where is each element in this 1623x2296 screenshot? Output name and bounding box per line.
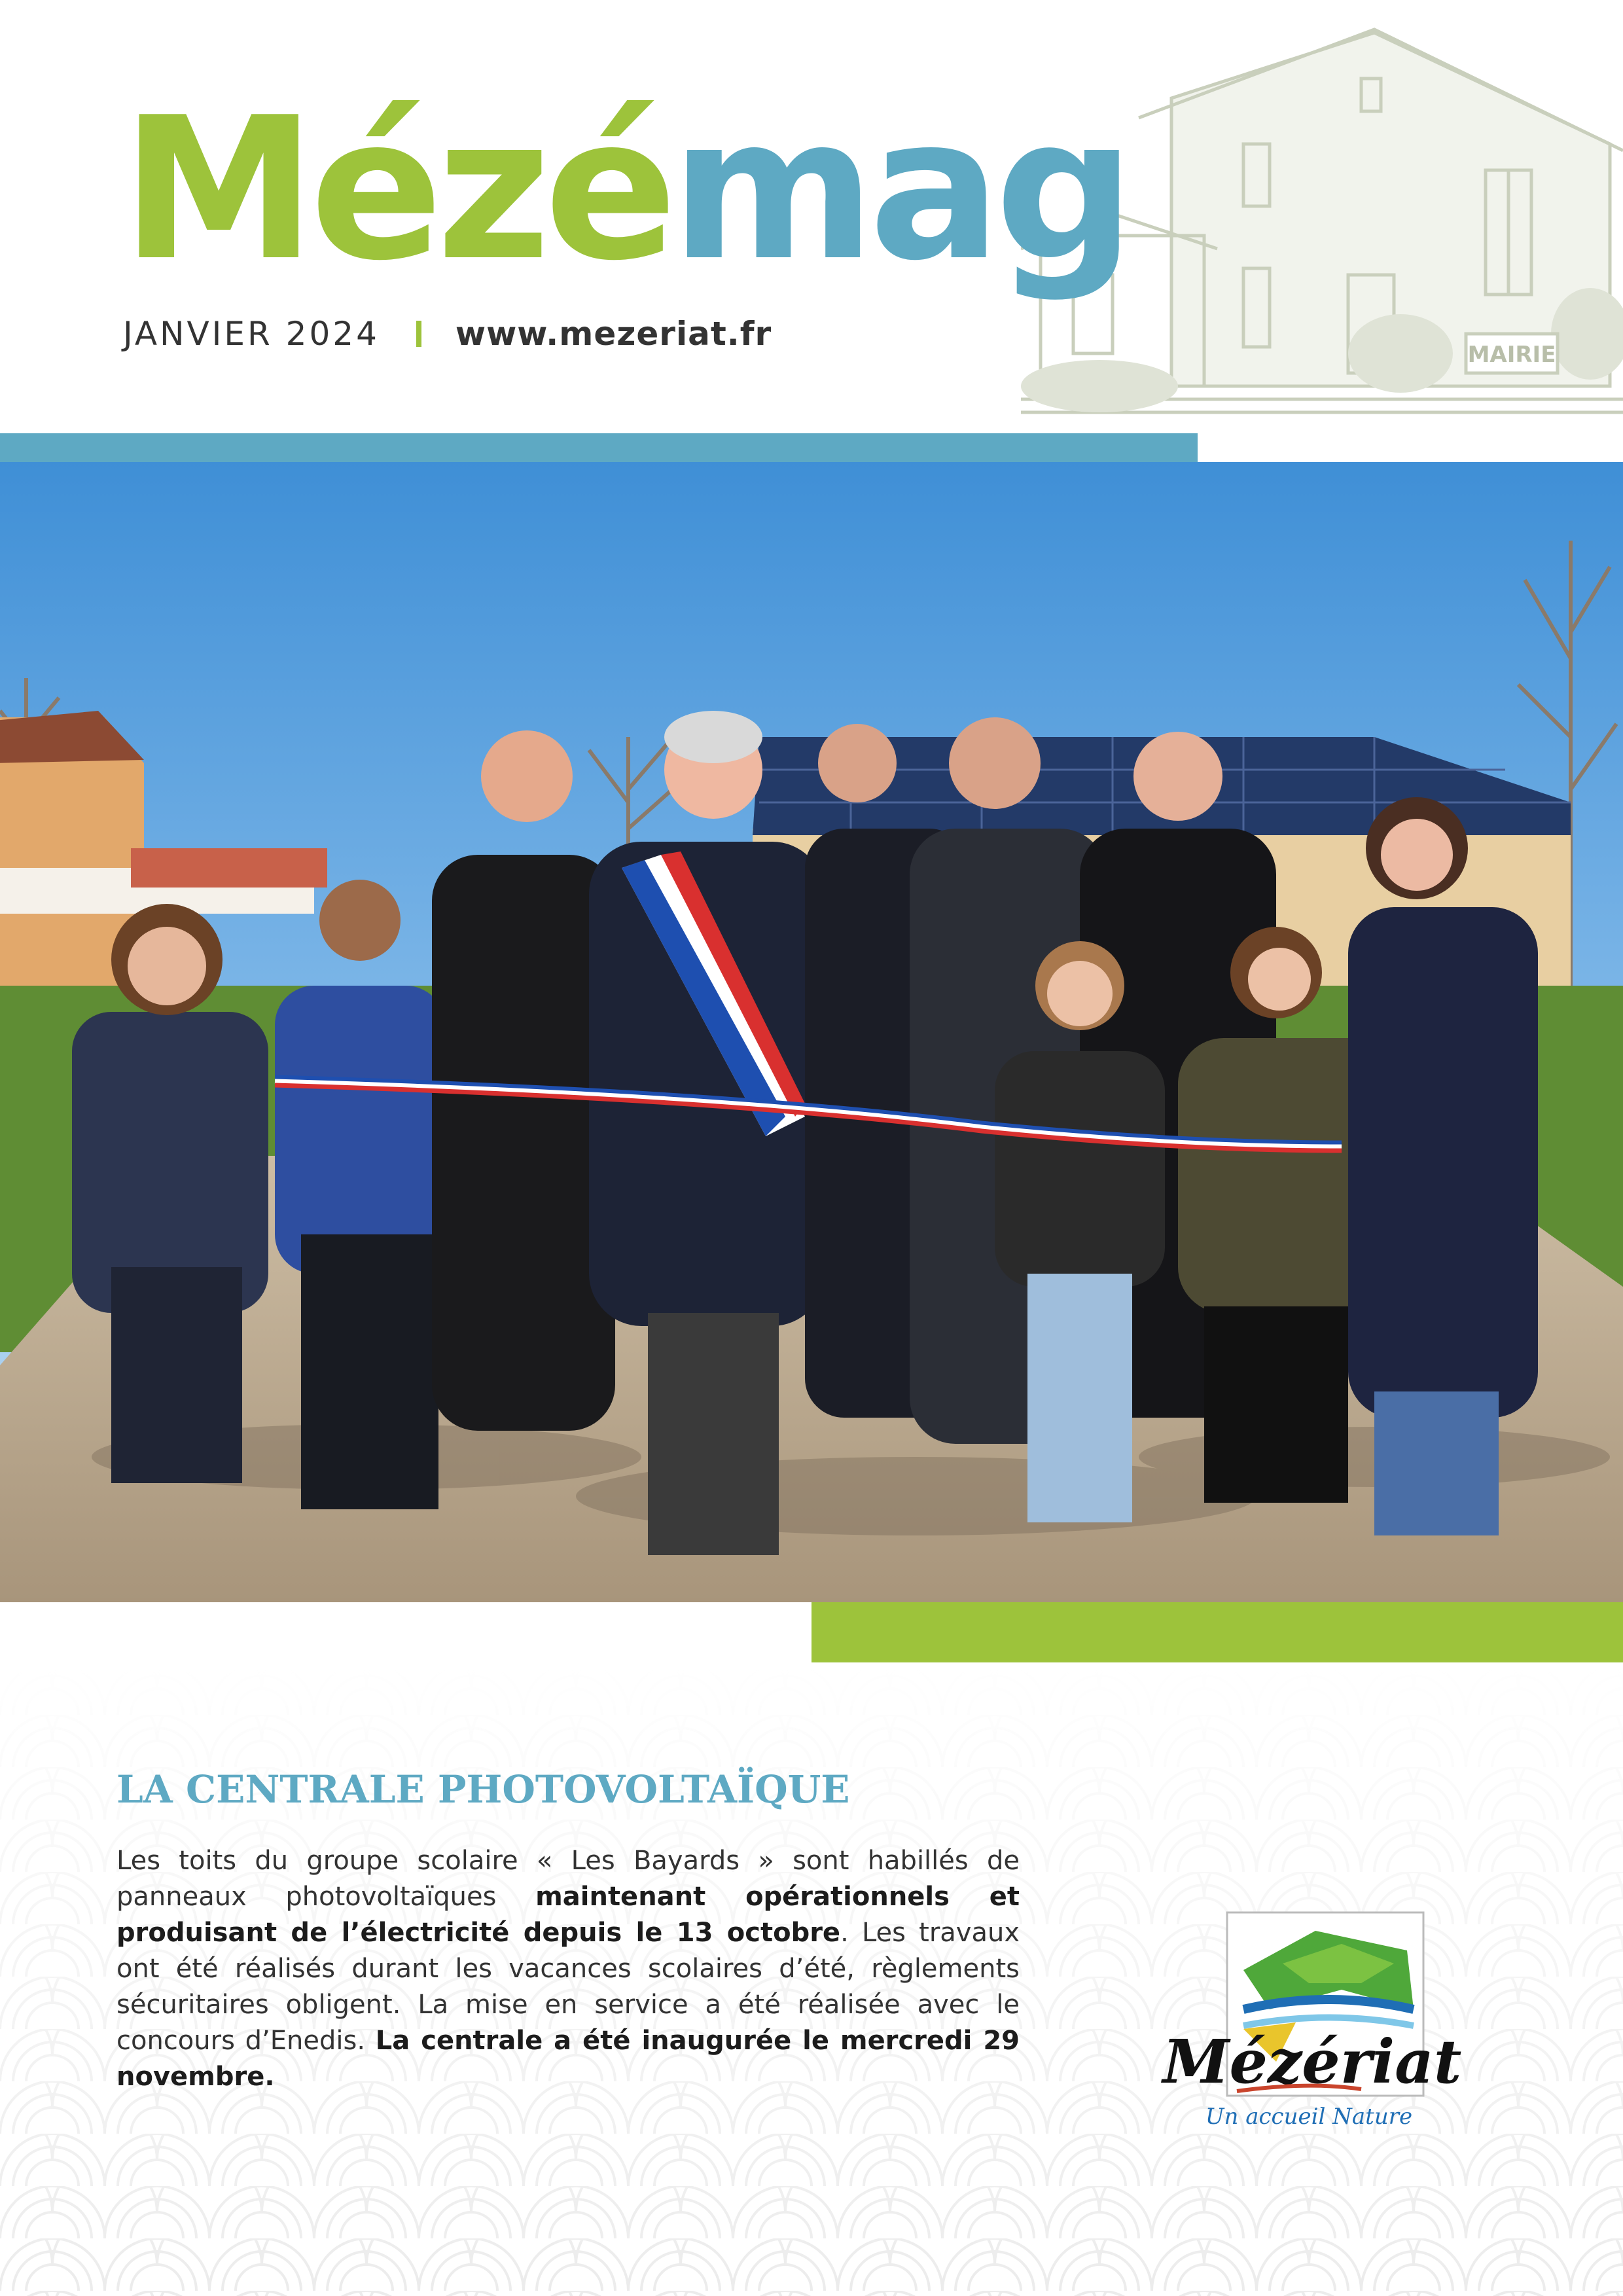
masthead — [0, 0, 1623, 458]
issue-date: JANVIER 2024 — [123, 315, 380, 353]
website-link[interactable]: www.mezeriat.fr — [455, 315, 772, 353]
issue-separator — [416, 321, 421, 347]
logo-tagline: Un accueil Nature — [1205, 2104, 1413, 2130]
article-bold-1: maintenant opérationnels et produisant de l’électricité depuis le 13 octobre — [116, 1882, 1020, 1948]
title-part-mag: mag — [671, 75, 1129, 304]
article — [116, 1767, 1020, 2095]
mezeriat-logo — [1145, 1911, 1479, 2147]
article-text-1: Les toits du groupe scolaire « Les Bayards » sont habillés de panneaux photovoltaïques — [116, 1846, 1020, 1912]
title-part-meze: Mézé — [121, 75, 671, 304]
article-title: LA CENTRALE PHOTOVOLTAÏQUE — [116, 1767, 850, 1812]
article-body — [116, 1843, 1020, 2095]
issue-line — [123, 313, 772, 355]
mairie-sign: MAIRIE — [1467, 342, 1556, 368]
mezeriat-logo-icon — [1145, 1911, 1479, 2147]
ribbon-cutting-photo-icon — [0, 462, 1623, 1602]
logo-wordmark: Mézériat — [1162, 2026, 1462, 2097]
cover-photo — [0, 462, 1623, 1602]
magazine-title — [121, 75, 1129, 304]
green-divider-bar — [812, 1602, 1623, 1662]
article-text-2: . Les travaux ont été réalisés durant les vacances scolaires d’été, règlements sécuritaires obligent. La mise en service a été réalisée avec le concours d’Enedis. — [116, 1918, 1020, 2056]
article-bold-2: La centrale a été inaugurée le mercredi 29 novembre. — [116, 2026, 1020, 2092]
blue-divider-bar — [0, 433, 1198, 462]
